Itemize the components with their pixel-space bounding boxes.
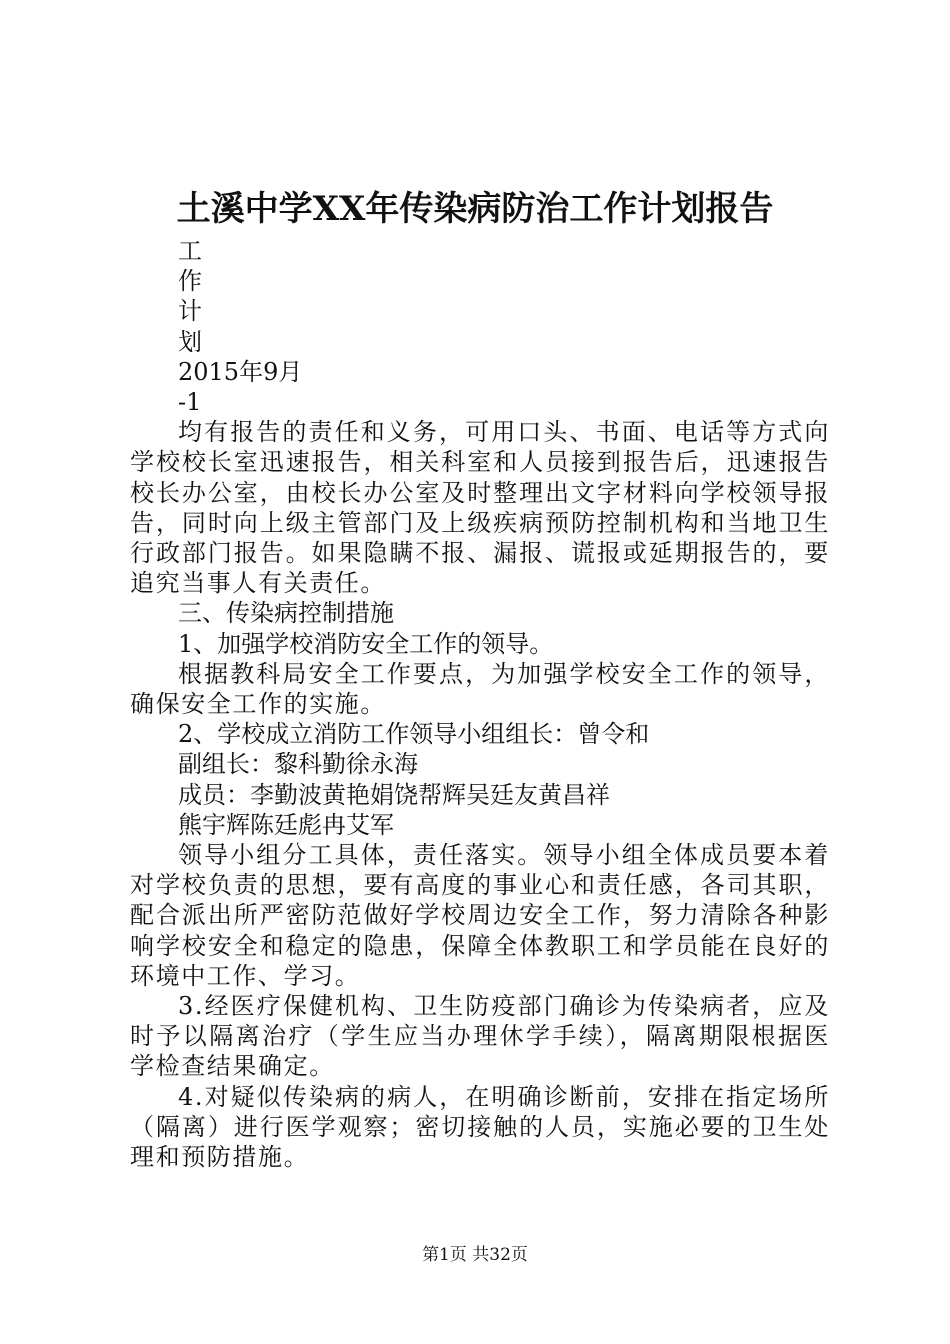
item-strengthen-leadership: 1、加强学校消防安全工作的领导。 [178,629,554,658]
deputy-leaders: 副组长：黎科勤徐永海 [178,750,418,779]
document-title: 土溪中学XX年传染病防治工作计划报告 [176,189,774,229]
document-date: 2015年9月 [178,357,303,386]
item-suspected-cases: 4.对疑似传染病的病人，在明确诊断前，安排在指定场所（隔离）进行医学观察；密切接触的人员，实施必要的卫生处理和预防措施。 [130,1082,830,1172]
paragraph-safety-points: 根据教科局安全工作要点，为加强学校安全工作的领导，确保安全工作的实施。 [130,659,830,719]
group-members-continued: 熊宇辉陈廷彪冉艾军 [178,810,394,839]
document-body [130,236,830,1172]
item-isolation-treatment: 3.经医疗保健机构、卫生防疫部门确诊为传染病者，应及时予以隔离治疗（学生应当办理休学手续），隔离期限根据医学检查结果确定。 [130,992,830,1081]
paragraph-reporting-duty: 均有报告的责任和义务，可用口头、书面、电话等方式向学校校长室迅速报告，相关科室和人员接到报告后，迅速报告校长办公室，由校长办公室及时整理出文字材料向学校领导报告，同时向上级主管部门及上级疾病预防控制机构和当地卫生行政部门报告。如果隐瞒不报、漏报、谎报或延期报告的，要追究当事人有关责任。 [130,418,830,598]
paragraph-division-of-labor: 领导小组分工具体，责任落实。领导小组全体成员要本着对学校负责的思想，要有高度的事业心和责任感，各司其职，配合派出所严密防范做好学校周边安全工作，努力清除各种影响学校安全和稳定的隐患，保障全体教职工和学员能在良好的环境中工作、学习。 [130,841,830,990]
vertical-heading-char: 划 [178,327,202,356]
item-leader-group: 2、学校成立消防工作领导小组组长：曾令和 [178,720,650,749]
dash-number: -1 [178,388,202,417]
group-members: 成员：李勤波黄艳娟饶帮辉吴廷友黄昌祥 [178,780,610,809]
section-heading-control-measures: 三、传染病控制措施 [178,599,394,628]
vertical-heading-char: 工 [178,237,202,265]
page-footer: 第1页 共32页 [422,1245,528,1265]
vertical-heading-char: 作 [178,267,202,296]
vertical-heading-char: 计 [178,297,202,326]
